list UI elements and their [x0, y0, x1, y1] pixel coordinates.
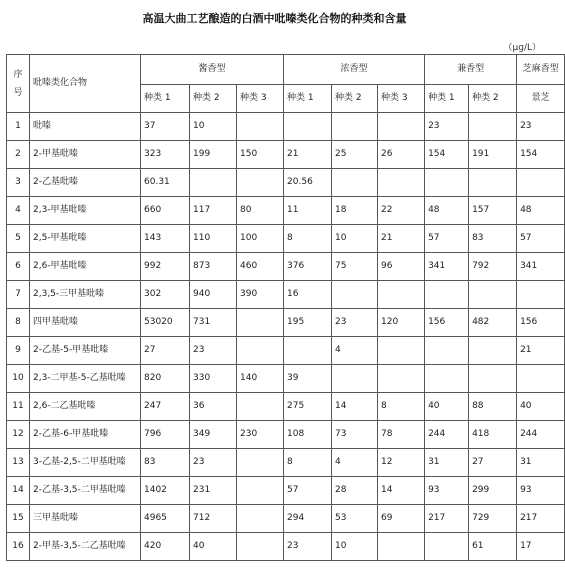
pyrazine-table: [6, 54, 565, 561]
row-value-cell: 108: [284, 421, 332, 449]
row-value-cell: 31: [425, 449, 469, 477]
row-value-cell: 294: [284, 505, 332, 533]
row-seq: 14: [7, 477, 30, 505]
row-value-cell: 873: [190, 253, 237, 281]
row-seq: 11: [7, 393, 30, 421]
row-value-cell: 11: [284, 197, 332, 225]
row-value-cell: 27: [141, 337, 190, 365]
table-row: [7, 421, 565, 449]
row-value-cell: 820: [141, 365, 190, 393]
row-value-cell: 154: [517, 141, 565, 169]
row-seq: 8: [7, 309, 30, 337]
row-value-cell: 191: [469, 141, 517, 169]
row-value-cell: 12: [378, 449, 425, 477]
row-value-cell: [425, 337, 469, 365]
sub-header: 种类 2: [469, 85, 517, 113]
row-seq: 12: [7, 421, 30, 449]
row-value-cell: 93: [425, 477, 469, 505]
row-value-cell: 40: [517, 393, 565, 421]
row-value-cell: 21: [284, 141, 332, 169]
row-value-cell: [190, 169, 237, 197]
row-value-cell: 23: [190, 337, 237, 365]
group-header-zhima: 芝麻香型: [517, 55, 565, 85]
row-seq: 16: [7, 533, 30, 561]
table-row: [7, 281, 565, 309]
row-value-cell: [469, 113, 517, 141]
row-value-cell: 73: [332, 421, 378, 449]
row-value-cell: 302: [141, 281, 190, 309]
row-seq: 5: [7, 225, 30, 253]
row-value-cell: 390: [237, 281, 284, 309]
row-value-cell: 299: [469, 477, 517, 505]
group-header-jian: 兼香型: [425, 55, 517, 85]
row-value-cell: 4965: [141, 505, 190, 533]
row-value-cell: 231: [190, 477, 237, 505]
table-row: [7, 141, 565, 169]
row-value-cell: 217: [517, 505, 565, 533]
row-value-cell: [237, 477, 284, 505]
row-value-cell: [378, 281, 425, 309]
row-value-cell: [237, 169, 284, 197]
row-value-cell: [237, 337, 284, 365]
row-compound-name: 3-乙基-2,5-二甲基吡嗪: [30, 449, 141, 477]
row-value-cell: [469, 365, 517, 393]
row-value-cell: 53020: [141, 309, 190, 337]
row-value-cell: 69: [378, 505, 425, 533]
table-row: [7, 505, 565, 533]
table-row: [7, 365, 565, 393]
row-compound-name: 2-乙基-3,5-二甲基吡嗪: [30, 477, 141, 505]
table-row: [7, 253, 565, 281]
seq-header-label: 序号: [13, 69, 23, 98]
row-value-cell: 143: [141, 225, 190, 253]
table-row: [7, 337, 565, 365]
row-value-cell: [425, 169, 469, 197]
row-value-cell: [237, 113, 284, 141]
row-value-cell: [237, 533, 284, 561]
row-seq: 7: [7, 281, 30, 309]
row-value-cell: 150: [237, 141, 284, 169]
header-row-groups: [7, 55, 565, 85]
row-value-cell: 8: [284, 449, 332, 477]
row-seq: 6: [7, 253, 30, 281]
row-value-cell: 482: [469, 309, 517, 337]
row-value-cell: 323: [141, 141, 190, 169]
row-value-cell: 31: [517, 449, 565, 477]
row-value-cell: [378, 113, 425, 141]
row-value-cell: 23: [517, 113, 565, 141]
seq-header: [7, 55, 30, 113]
row-value-cell: 156: [425, 309, 469, 337]
row-compound-name: 2-乙基-5-甲基吡嗪: [30, 337, 141, 365]
row-value-cell: [517, 365, 565, 393]
sub-header: 种类 2: [190, 85, 237, 113]
row-value-cell: 940: [190, 281, 237, 309]
row-compound-name: 2-甲基吡嗪: [30, 141, 141, 169]
sub-header: 景芝: [517, 85, 565, 113]
row-value-cell: 53: [332, 505, 378, 533]
row-compound-name: 2-甲基-3,5-二乙基吡嗪: [30, 533, 141, 561]
row-compound-name: 2-乙基吡嗪: [30, 169, 141, 197]
row-seq: 2: [7, 141, 30, 169]
row-value-cell: 244: [425, 421, 469, 449]
table-row: [7, 197, 565, 225]
row-value-cell: 117: [190, 197, 237, 225]
row-value-cell: 57: [425, 225, 469, 253]
row-compound-name: 2-乙基-6-甲基吡嗪: [30, 421, 141, 449]
row-compound-name: 2,3-甲基吡嗪: [30, 197, 141, 225]
row-value-cell: 195: [284, 309, 332, 337]
row-value-cell: 17: [517, 533, 565, 561]
row-value-cell: 217: [425, 505, 469, 533]
row-value-cell: 660: [141, 197, 190, 225]
row-value-cell: 27: [469, 449, 517, 477]
row-value-cell: [237, 505, 284, 533]
row-value-cell: 23: [332, 309, 378, 337]
row-value-cell: 93: [517, 477, 565, 505]
row-value-cell: 275: [284, 393, 332, 421]
row-value-cell: 40: [190, 533, 237, 561]
row-value-cell: 26: [378, 141, 425, 169]
row-value-cell: 349: [190, 421, 237, 449]
row-value-cell: 792: [469, 253, 517, 281]
unit-label: （μg/L）: [503, 43, 541, 53]
row-compound-name: 2,5-甲基吡嗪: [30, 225, 141, 253]
row-value-cell: 140: [237, 365, 284, 393]
table-row: [7, 449, 565, 477]
row-value-cell: 4: [332, 449, 378, 477]
row-value-cell: 23: [190, 449, 237, 477]
row-value-cell: 88: [469, 393, 517, 421]
row-compound-name: 2,3,5-三甲基吡嗪: [30, 281, 141, 309]
row-value-cell: 10: [190, 113, 237, 141]
row-value-cell: 418: [469, 421, 517, 449]
row-value-cell: 16: [284, 281, 332, 309]
row-value-cell: [332, 365, 378, 393]
row-value-cell: 37: [141, 113, 190, 141]
sub-header: 种类 1: [141, 85, 190, 113]
compound-header: 吡嗪类化合物: [30, 55, 141, 113]
row-value-cell: [378, 337, 425, 365]
row-value-cell: 199: [190, 141, 237, 169]
table-row: [7, 169, 565, 197]
table-row: [7, 309, 565, 337]
row-value-cell: 110: [190, 225, 237, 253]
row-value-cell: [378, 365, 425, 393]
table-row: [7, 533, 565, 561]
row-value-cell: [425, 281, 469, 309]
row-value-cell: 22: [378, 197, 425, 225]
row-value-cell: 420: [141, 533, 190, 561]
sub-header: 种类 3: [378, 85, 425, 113]
row-value-cell: 157: [469, 197, 517, 225]
group-header-nong: 浓香型: [284, 55, 425, 85]
row-value-cell: 48: [517, 197, 565, 225]
row-value-cell: 992: [141, 253, 190, 281]
row-compound-name: 2,3-二甲基-5-乙基吡嗪: [30, 365, 141, 393]
row-value-cell: [237, 393, 284, 421]
row-value-cell: 154: [425, 141, 469, 169]
row-value-cell: [425, 533, 469, 561]
table-row: [7, 225, 565, 253]
row-value-cell: 729: [469, 505, 517, 533]
row-value-cell: 60.31: [141, 169, 190, 197]
row-value-cell: 28: [332, 477, 378, 505]
row-value-cell: 460: [237, 253, 284, 281]
row-value-cell: [517, 281, 565, 309]
row-seq: 9: [7, 337, 30, 365]
sub-header: 种类 2: [332, 85, 378, 113]
row-seq: 1: [7, 113, 30, 141]
row-value-cell: [517, 169, 565, 197]
row-value-cell: 21: [378, 225, 425, 253]
row-value-cell: 796: [141, 421, 190, 449]
table-body: [7, 113, 565, 561]
row-value-cell: 14: [378, 477, 425, 505]
row-value-cell: [237, 309, 284, 337]
row-value-cell: [332, 113, 378, 141]
row-compound-name: 四甲基吡嗪: [30, 309, 141, 337]
row-value-cell: 57: [284, 477, 332, 505]
row-value-cell: 376: [284, 253, 332, 281]
row-compound-name: 2,6-甲基吡嗪: [30, 253, 141, 281]
row-value-cell: 100: [237, 225, 284, 253]
row-value-cell: 23: [284, 533, 332, 561]
row-value-cell: [469, 337, 517, 365]
row-value-cell: 1402: [141, 477, 190, 505]
row-value-cell: 10: [332, 225, 378, 253]
row-value-cell: 80: [237, 197, 284, 225]
row-value-cell: [284, 113, 332, 141]
row-value-cell: 21: [517, 337, 565, 365]
row-value-cell: 39: [284, 365, 332, 393]
row-value-cell: 78: [378, 421, 425, 449]
row-value-cell: 83: [141, 449, 190, 477]
row-compound-name: 2,6-二乙基吡嗪: [30, 393, 141, 421]
table-row: [7, 477, 565, 505]
row-value-cell: 18: [332, 197, 378, 225]
row-value-cell: 23: [425, 113, 469, 141]
row-value-cell: 731: [190, 309, 237, 337]
row-value-cell: [378, 169, 425, 197]
sub-header: 种类 1: [284, 85, 332, 113]
row-value-cell: 57: [517, 225, 565, 253]
row-value-cell: 4: [332, 337, 378, 365]
row-value-cell: 341: [425, 253, 469, 281]
row-value-cell: [332, 169, 378, 197]
row-value-cell: 75: [332, 253, 378, 281]
row-seq: 15: [7, 505, 30, 533]
row-value-cell: 156: [517, 309, 565, 337]
row-value-cell: 14: [332, 393, 378, 421]
row-value-cell: 244: [517, 421, 565, 449]
row-value-cell: 20.56: [284, 169, 332, 197]
row-value-cell: 330: [190, 365, 237, 393]
row-value-cell: 61: [469, 533, 517, 561]
row-value-cell: [332, 281, 378, 309]
row-value-cell: 36: [190, 393, 237, 421]
row-value-cell: 96: [378, 253, 425, 281]
row-value-cell: 8: [378, 393, 425, 421]
row-value-cell: 230: [237, 421, 284, 449]
table-row: [7, 113, 565, 141]
row-value-cell: [425, 365, 469, 393]
row-compound-name: 吡嗪: [30, 113, 141, 141]
row-seq: 10: [7, 365, 30, 393]
row-value-cell: 10: [332, 533, 378, 561]
row-value-cell: 247: [141, 393, 190, 421]
row-value-cell: 83: [469, 225, 517, 253]
row-value-cell: 25: [332, 141, 378, 169]
row-value-cell: [469, 169, 517, 197]
row-value-cell: [469, 281, 517, 309]
row-seq: 4: [7, 197, 30, 225]
row-value-cell: [378, 533, 425, 561]
row-seq: 3: [7, 169, 30, 197]
row-compound-name: 三甲基吡嗪: [30, 505, 141, 533]
group-header-jiang: 酱香型: [141, 55, 284, 85]
row-seq: 13: [7, 449, 30, 477]
row-value-cell: [237, 449, 284, 477]
sub-header: 种类 1: [425, 85, 469, 113]
row-value-cell: [284, 337, 332, 365]
row-value-cell: 341: [517, 253, 565, 281]
table-row: [7, 393, 565, 421]
sub-header: 种类 3: [237, 85, 284, 113]
row-value-cell: 48: [425, 197, 469, 225]
row-value-cell: 712: [190, 505, 237, 533]
row-value-cell: 120: [378, 309, 425, 337]
table-title: 高温大曲工艺酿造的白酒中吡嗪类化合物的种类和含量: [142, 12, 407, 25]
row-value-cell: 40: [425, 393, 469, 421]
row-value-cell: 8: [284, 225, 332, 253]
